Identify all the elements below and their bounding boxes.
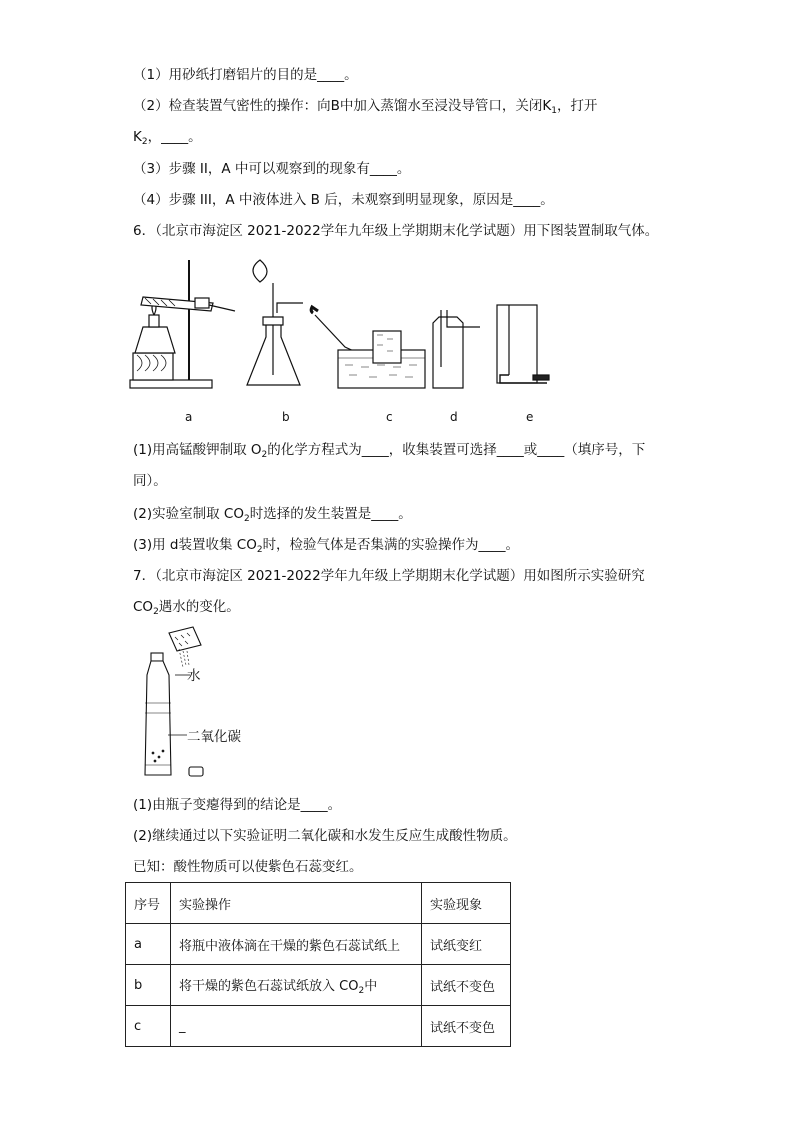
q6-sub1-text: (1)用高锰酸钾制取 O [133, 442, 262, 458]
table-row [126, 965, 511, 1006]
figure-label-c: c [386, 410, 393, 424]
row-operation-end: 中 [364, 978, 378, 994]
q5-part2 [133, 97, 597, 120]
row-operation: 将瓶中液体滴在干燥的紫色石蕊试纸上 [171, 924, 422, 965]
q6-sub1-cont: 同）。 [133, 473, 167, 489]
q5-part4: （4）步骤 III，A 中液体进入 B 后，未观察到明显现象，原因是____。 [133, 192, 554, 208]
row-index: c [126, 1006, 171, 1047]
table-row [126, 924, 511, 965]
row-index: a [126, 924, 171, 965]
subscript: 2 [256, 545, 263, 555]
q5-part2-text: （2）检查装置气密性的操作：向B中加入蒸馏水至浸没导管口，关闭K [133, 98, 552, 114]
q5-part2b-text: K [133, 129, 142, 145]
figure-label-d: d [450, 410, 458, 424]
row-phenomenon: 试纸变红 [422, 924, 511, 965]
subscript: 2 [243, 514, 250, 524]
q6-sub2-end: 时选择的发生装置是____。 [249, 506, 412, 522]
experiment-table [125, 882, 511, 1047]
q5-part2-end: ，打开 [556, 98, 598, 114]
q6-sub1-end: 的化学方程式为____，收集装置可选择____或____（填序号，下 [267, 442, 646, 458]
subscript: 2 [358, 985, 365, 996]
subscript: 2 [261, 450, 268, 460]
row-operation [171, 965, 422, 1006]
q7-stem-cont [133, 598, 240, 621]
table-row [126, 1006, 511, 1047]
q6-sub2-text: (2)实验室制取 CO [133, 506, 244, 522]
q6-sub2 [133, 505, 412, 528]
subscript: 2 [153, 607, 159, 617]
q6-stem: 6．（北京市海淀区 2021-2022学年九年级上学期期末化学试题）用下图装置制取气体。 [133, 223, 659, 239]
row-index: b [126, 965, 171, 1006]
header-phenomenon: 实验现象 [422, 883, 511, 924]
header-index: 序号 [126, 883, 171, 924]
q5-part2-cont [133, 128, 202, 151]
q7-known: 已知：酸性物质可以使紫色石蕊变红。 [133, 859, 363, 875]
q7-sub2: (2)继续通过以下实验证明二氧化碳和水发生反应生成酸性物质。 [133, 828, 517, 844]
subscript: 1 [551, 106, 557, 116]
figure-label-a: a [185, 410, 193, 424]
subscript: 2 [141, 137, 148, 147]
q5-part2b-end: ，____。 [147, 129, 202, 145]
row-phenomenon: 试纸不变色 [422, 965, 511, 1006]
label-co2: 二氧化碳 [187, 729, 241, 745]
q5-part3: （3）步骤 II，A 中可以观察到的现象有____。 [133, 161, 411, 177]
q7-sub1: (1)由瓶子变瘪得到的结论是____。 [133, 797, 342, 813]
figure-label-e: e [526, 410, 534, 424]
gas-apparatus-figure [125, 255, 565, 400]
q6-sub3-text: (3)用 d装置收集 CO [133, 537, 257, 553]
q7-stem-co2: CO [133, 599, 154, 615]
row-phenomenon: 试纸不变色 [422, 1006, 511, 1047]
q6-sub1 [133, 441, 645, 464]
q7-stem: 7．（北京市海淀区 2021-2022学年九年级上学期期末化学试题）用如图所示实验研究 [133, 568, 645, 584]
q6-sub3 [133, 536, 519, 559]
table-header-row [126, 883, 511, 924]
figure-label-b: b [282, 410, 290, 424]
q5-part1: （1）用砂纸打磨铝片的目的是____。 [133, 67, 358, 83]
row-operation-text: 将干燥的紫色石蕊试纸放入 CO [179, 978, 359, 994]
header-operation: 实验操作 [171, 883, 422, 924]
q7-stem-end: 遇水的变化。 [158, 599, 240, 615]
q6-sub3-end: 时，检验气体是否集满的实验操作为____。 [262, 537, 520, 553]
label-water: 水 [187, 668, 201, 684]
row-operation-blank: _ [171, 1006, 422, 1047]
co2-bottle-figure [135, 625, 245, 783]
